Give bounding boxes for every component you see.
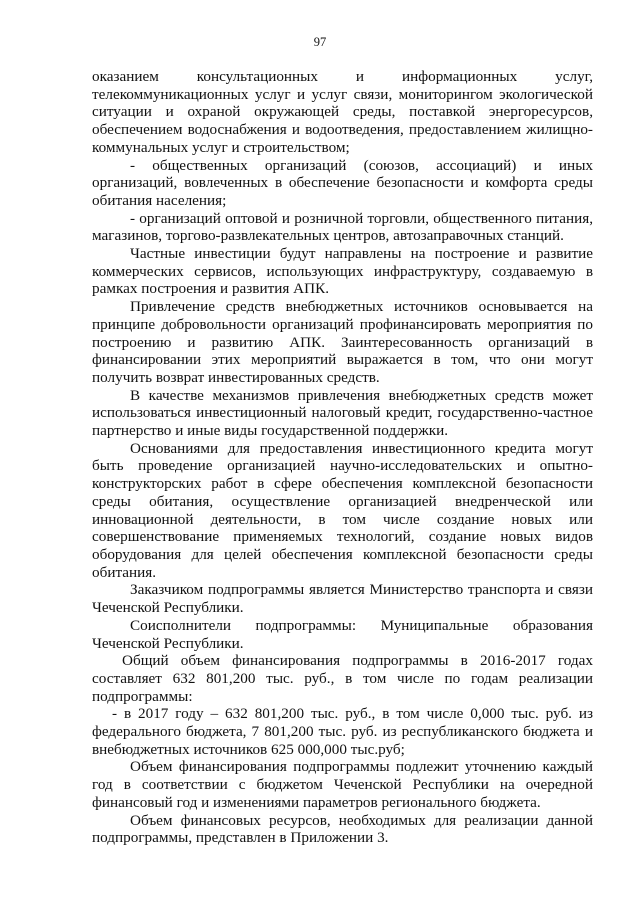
paragraph-4: Частные инвестиции будут направлены на построение и развитие коммерческих сервисов, использующих инфраструктуру, создаваемую в рамках построения и развития АПК. [92,245,593,298]
paragraph-11: - в 2017 году – 632 801,200 тыс. руб., в том числе 0,000 тыс. руб. из федерального бюджета, 7 801,200 тыс. руб. из республиканского бюджета и внебюджетных источников 625 000,000 тыс.руб; [92,705,593,758]
paragraph-6: В качестве механизмов привлечения внебюджетных средств может использоваться инвестиционный налоговый кредит, государственно-частное партнерство и иные виды государственной поддержки. [92,386,593,440]
paragraph-12: Объем финансирования подпрограммы подлежит уточнению каждый год в соответствии с бюджетом Чеченской Республики на очередной финансовый год и изменениями параметров регионального бюджета. [92,758,593,811]
document-body [92,68,593,847]
paragraph-7: Основаниями для предоставления инвестиционного кредита могут быть проведение организацией научно-исследовательских и опытно-конструкторских работ в сфере обеспечения комплексной безопасности среды обитания, осуществление организацией внедренческой или инновационной деятельности, в том числе создание новых или совершенствование применяемых технологий, создание новых видов оборудования для целей обеспечения комплексной безопасности среды обитания. [92,439,593,581]
paragraph-9: Соисполнители подпрограммы: Муниципальные образования Чеченской Республики. [92,616,593,652]
paragraph-2: - общественных организаций (союзов, ассоциаций) и иных организаций, вовлеченных в обеспечение безопасности и комфорта среды обитания населения; [92,156,593,209]
paragraph-10: Общий объем финансирования подпрограммы в 2016-2017 годах составляет 632 801,200 тыс. руб., в том числе по годам реализации подпрограммы: [92,652,593,705]
paragraph-3: - организаций оптовой и розничной торговли, общественного питания, магазинов, торгово-развлекательных центров, автозаправочных станций. [92,209,593,245]
paragraph-13: Объем финансовых ресурсов, необходимых для реализации данной подпрограммы, представлен в Приложении 3. [92,811,593,847]
paragraph-5: Привлечение средств внебюджетных источников основывается на принципе добровольности организаций профинансировать мероприятия по построению и развитию АПК. Заинтересованность организаций в финансировании этих мероприятий выражается в том, что они могут получить возврат инвестированных средств. [92,298,593,386]
paragraph-8: Заказчиком подпрограммы является Министерство транспорта и связи Чеченской Республики. [92,581,593,617]
paragraph-1: оказанием консультационных и информационных услуг, телекоммуникационных услуг и услуг связи, мониторингом экологической ситуации и охраной окружающей среды, поставкой энергоресурсов, обеспечением водоснабжения и водоотведения, предоставлением жилищно-коммунальных услуг и строительством; [92,68,593,156]
page-number: 97 [313,35,327,49]
